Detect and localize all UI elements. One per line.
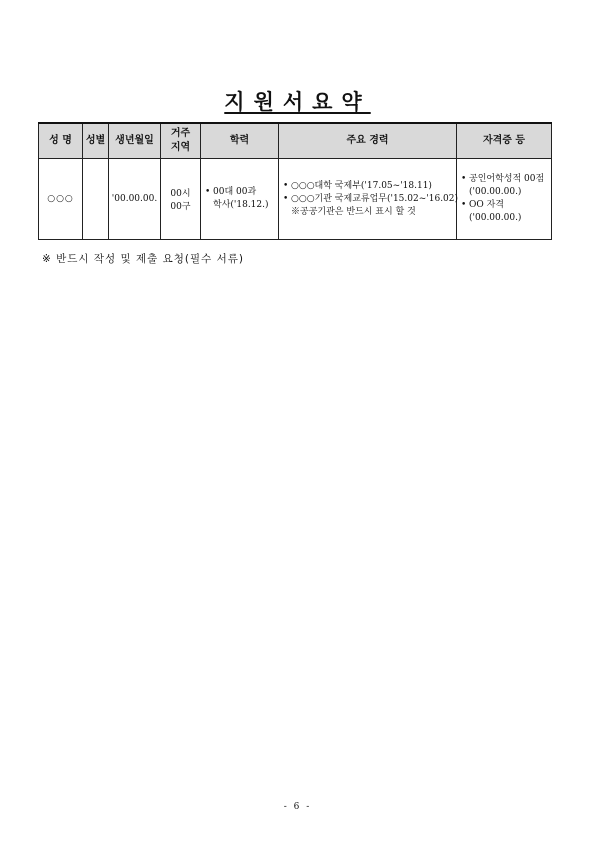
cell-birth: '00.00.00. [109, 159, 161, 240]
cell-education [201, 159, 279, 240]
cell-gender [83, 159, 109, 240]
submission-note: ※ 반드시 작성 및 제출 요청(필수 서류) [42, 253, 245, 265]
applicant-summary-table [38, 122, 552, 240]
cell-career [279, 159, 457, 240]
header-name: 성 명 [39, 123, 83, 159]
cert-item-1-date: ('00.00.00.) [469, 187, 522, 197]
header-birth: 생년월일 [109, 123, 161, 159]
career-note: ※공공기관은 반드시 표시 할 것 [291, 206, 416, 217]
table-row [39, 159, 552, 240]
education-degree: 학사('18.12.) [213, 200, 269, 210]
career-item-1: • ○○○대학 국제부('17.05~'18.11) [283, 180, 456, 193]
cert-item-1: • 공인어학성적 00점 [461, 173, 551, 186]
header-residence-line1: 거주 [170, 128, 191, 139]
header-career: 주요 경력 [279, 123, 457, 159]
header-certificates: 자격증 등 [457, 123, 552, 159]
cert-item-2: • OO 자격 [461, 199, 551, 212]
cell-name: ○○○ [39, 159, 83, 240]
education-item: • 00대 00과 [205, 186, 278, 199]
header-residence [161, 123, 201, 159]
document-title: 지원서요약 [224, 90, 371, 114]
header-residence-line2: 지역 [170, 142, 191, 153]
header-education: 학력 [201, 123, 279, 159]
header-gender: 성별 [83, 123, 109, 159]
career-item-2: • ○○○기관 국제교류업무('15.02~'16.02) [283, 193, 456, 206]
page-number: - 6 - [283, 802, 312, 812]
residence-city: 00시 [170, 189, 191, 199]
cell-residence [161, 159, 201, 240]
cell-certificates [457, 159, 552, 240]
cert-item-2-date: ('00.00.00.) [469, 213, 522, 223]
residence-district: 00구 [170, 202, 191, 212]
table-header-row [39, 123, 552, 159]
